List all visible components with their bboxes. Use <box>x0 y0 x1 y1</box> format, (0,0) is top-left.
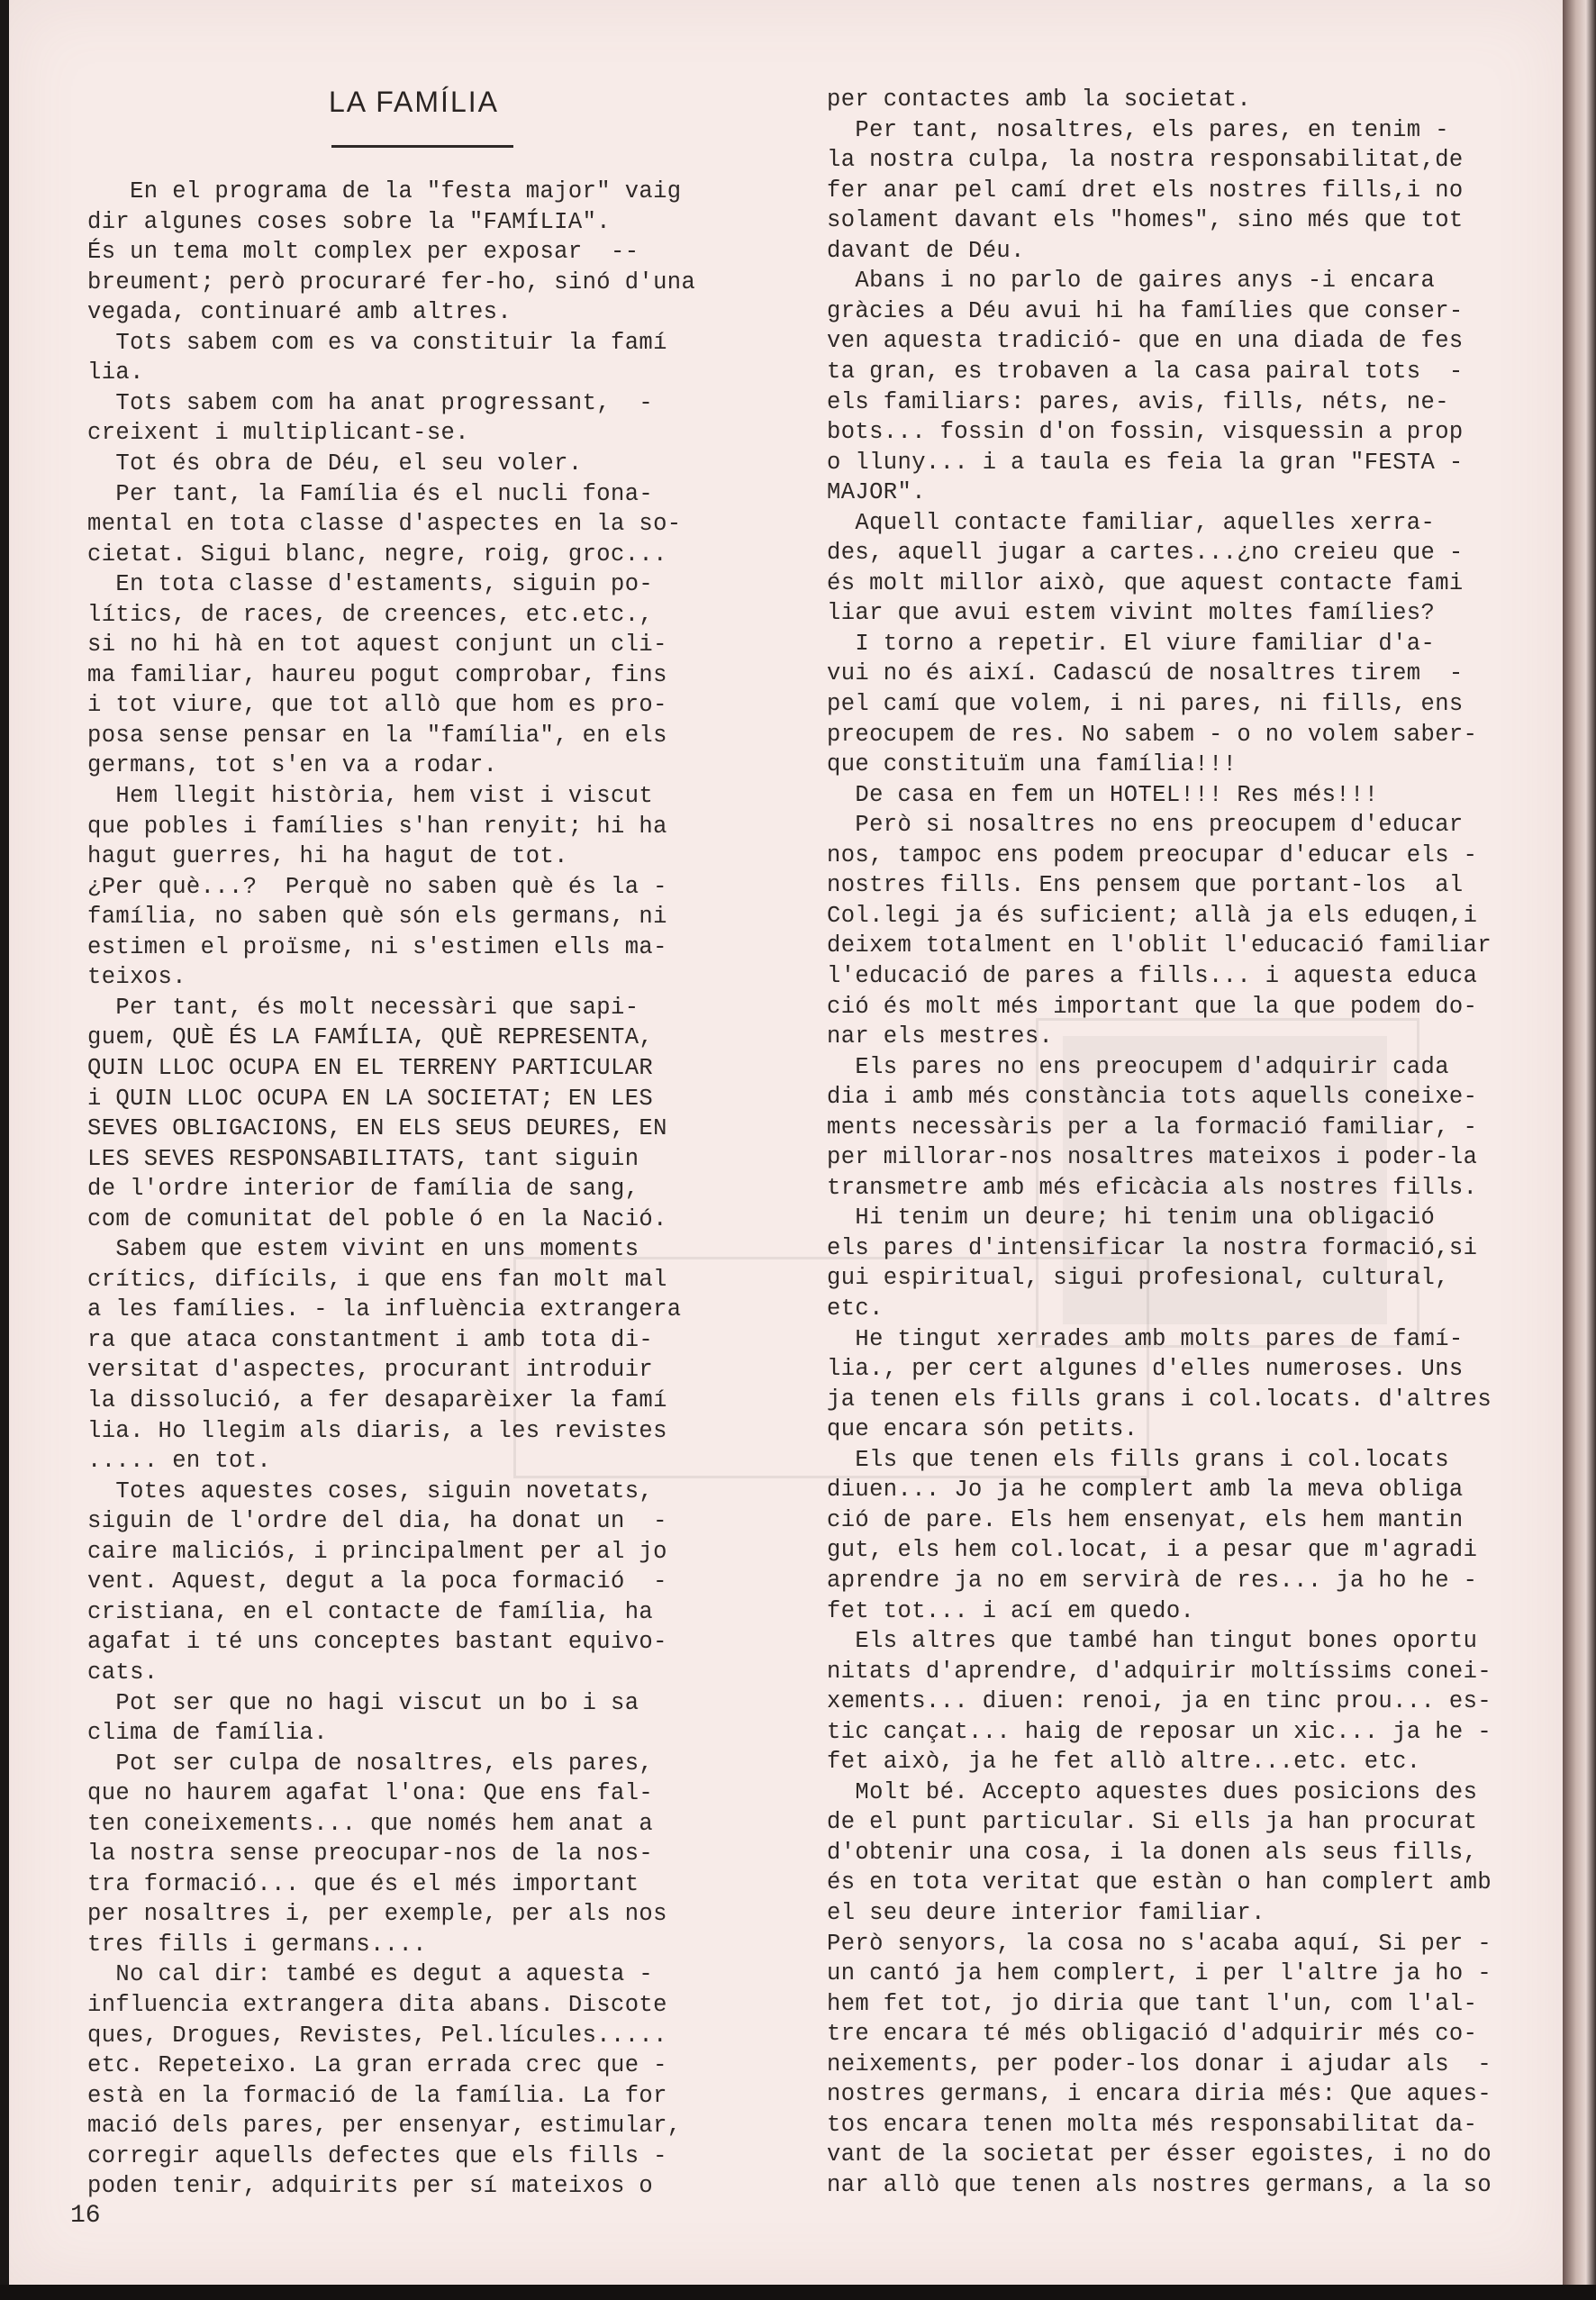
text-line: fet això, ja he fet allò altre...etc. etc. <box>827 1749 1421 1776</box>
text-line: ció és molt més important que la que podem do- <box>827 993 1478 1020</box>
text-line: germans, tot s'en va a rodar. <box>87 752 498 779</box>
text-line: ten coneixements... que només hem anat a <box>87 1810 654 1837</box>
text-line: nitats d'aprendre, d'adquirir moltíssims conei- <box>827 1658 1492 1685</box>
text-line: cats. <box>87 1659 159 1686</box>
text-line: influencia extrangera dita abans. Discote <box>87 1992 667 2018</box>
text-line: ta gran, es trobaven a la casa pairal tots - <box>827 358 1464 385</box>
text-line: gui espiritual, sigui profesional, cultural, <box>827 1265 1449 1292</box>
text-line: els pares d'intensificar la nostra formació,si <box>827 1234 1478 1261</box>
text-line: transmetre amb més eficàcia als nostres fills. <box>827 1174 1478 1201</box>
text-line: tos encara tenen molta més responsabilitat da- <box>827 2111 1478 2138</box>
text-line: guem, QUÈ ÉS LA FAMÍLIA, QUÈ REPRESENTA, <box>87 1024 654 1051</box>
text-line: hagut guerres, hi ha hagut de tot. <box>87 843 568 870</box>
text-line: ra que ataca constantment i amb tota di- <box>87 1326 654 1353</box>
text-line: SEVES OBLIGACIONS, EN ELS SEUS DEURES, EN <box>87 1115 667 1142</box>
text-line: agafat i té uns conceptes bastant equivo- <box>87 1629 667 1656</box>
text-line: poden tenir, adquirits per sí mateixos o <box>87 2173 654 2200</box>
text-line: Tots sabem com es va constituir la famí <box>87 329 667 356</box>
text-line: fet tot... i ací em quedo. <box>827 1597 1195 1624</box>
text-line: Per tant, és molt necessàri que sapi- <box>87 994 639 1021</box>
text-line: a les famílies. - la influència extrangera <box>87 1296 682 1323</box>
text-line: ció de pare. Els hem ensenyat, els hem mantin <box>827 1506 1464 1533</box>
text-line: que no haurem agafat l'ona: Que ens fal- <box>87 1780 654 1807</box>
text-line: per contactes amb la societat. <box>827 86 1252 113</box>
text-line: ¿Per què...? Perquè no saben què és la - <box>87 873 667 900</box>
text-line: Pot ser que no hagi viscut un bo i sa <box>87 1689 639 1716</box>
text-line: Per tant, la Família és el nucli fona- <box>87 480 654 507</box>
text-line: solament davant els "homes", sino més que tot <box>827 207 1464 234</box>
text-line: i QUIN LLOC OCUPA EN LA SOCIETAT; EN LES <box>87 1085 654 1112</box>
text-line: Per tant, nosaltres, els pares, en tenim - <box>827 116 1449 143</box>
text-line: creixent i multiplicant-se. <box>87 420 469 447</box>
text-line: Però senyors, la cosa no s'acaba aquí, Si per - <box>827 1930 1492 1957</box>
text-line: i tot viure, que tot allò que hom es pro- <box>87 692 667 719</box>
text-line: ja tenen els fills grans i col.locats. d'altres <box>827 1386 1492 1413</box>
text-line: En tota classe d'estaments, siguin po- <box>87 571 654 598</box>
text-line: ..... en tot. <box>87 1448 272 1475</box>
text-line: Pot ser culpa de nosaltres, els pares, <box>87 1750 654 1777</box>
text-line: davant de Déu. <box>827 237 1025 264</box>
title-underline <box>331 145 513 148</box>
text-line: QUIN LLOC OCUPA EN EL TERRENY PARTICULAR <box>87 1054 654 1081</box>
text-line: Totes aquestes coses, siguin novetats, <box>87 1477 654 1505</box>
text-line: família, no saben què són els germans, ni <box>87 904 667 931</box>
text-line: tra formació... que és el més important <box>87 1870 639 1897</box>
text-line: dia i amb més constància tots aquells coneixe- <box>827 1084 1478 1111</box>
page-number: 16 <box>70 2202 101 2230</box>
text-line: MAJOR". <box>827 479 926 506</box>
text-line: ma familiar, haureu pogut comprobar, fins <box>87 661 667 688</box>
text-line: un cantó ja hem complert, i per l'altre ja ho - <box>827 1960 1492 1987</box>
text-line: diuen... Jo ja he complert amb la meva obliga <box>827 1477 1464 1504</box>
text-line: està en la formació de la família. La for <box>87 2082 667 2109</box>
text-line: per nosaltres i, per exemple, per als nos <box>87 1901 667 1928</box>
text-line: Tots sabem com ha anat progressant, - <box>87 389 654 416</box>
text-line: Col.legi ja és suficient; allà ja els eduqen,i <box>827 902 1478 929</box>
text-line: siguin de l'ordre del dia, ha donat un - <box>87 1508 667 1535</box>
text-line: Aquell contacte familiar, aquelles xerra- <box>827 509 1436 536</box>
article-title: LA FAMÍLIA <box>329 86 499 118</box>
text-line: I torno a repetir. El viure familiar d'a- <box>827 630 1436 657</box>
text-line: vui no és així. Cadascú de nosaltres tirem - <box>827 660 1464 687</box>
text-line: Però si nosaltres no ens preocupem d'educar <box>827 812 1464 839</box>
text-line: Hem llegit història, hem vist i viscut <box>87 783 654 809</box>
text-line: aprendre ja no em servirà de res... ja ho he - <box>827 1567 1478 1594</box>
text-line: des, aquell jugar a cartes...¿no creieu que - <box>827 540 1464 567</box>
text-line: els familiars: pares, avis, fills, néts, ne- <box>827 388 1449 415</box>
text-line: xements... diuen: renoi, ja en tinc prou... es- <box>827 1688 1492 1715</box>
text-line: tic cançat... haig de reposar un xic... ja he - <box>827 1718 1492 1745</box>
text-line: etc. Repeteixo. La gran errada crec que - <box>87 2052 667 2079</box>
text-line: He tingut xerrades amb molts pares de famí- <box>827 1325 1464 1352</box>
text-line: tres fills i germans.... <box>87 1931 427 1958</box>
text-line: lia., per cert algunes d'elles numeroses. Uns <box>827 1356 1464 1383</box>
text-line: liar que avui estem vivint moltes famílies? <box>827 600 1436 627</box>
text-line: vegada, continuaré amb altres. <box>87 299 512 326</box>
binding-edge <box>1563 0 1596 2300</box>
text-line: tre encara té més obligació d'adquirir més co- <box>827 2021 1478 2048</box>
text-line: caire maliciós, i principalment per al jo <box>87 1538 667 1565</box>
text-line: de l'ordre interior de família de sang, <box>87 1176 639 1203</box>
text-line: bots... fossin d'on fossin, visquessin a prop <box>827 419 1464 446</box>
text-line: mental en tota classe d'aspectes en la so- <box>87 511 682 538</box>
text-line: lia. Ho llegim als diaris, a les revistes <box>87 1417 667 1444</box>
text-line: corregir aquells defectes que els fills - <box>87 2142 667 2169</box>
text-line: cietat. Sigui blanc, negre, roig, groc... <box>87 541 667 568</box>
text-line: dir algunes coses sobre la "FAMÍLIA". <box>87 208 611 235</box>
text-line: el seu deure interior familiar. <box>827 1900 1265 1926</box>
text-line: per millorar-nos nosaltres mateixos i poder-la <box>827 1144 1478 1171</box>
text-line: De casa en fem un HOTEL!!! Res més!!! <box>827 781 1379 808</box>
text-line: Abans i no parlo de gaires anys -i encara <box>827 268 1436 295</box>
text-line: No cal dir: també es degut a aquesta - <box>87 1961 654 1988</box>
text-line: clima de família. <box>87 1720 328 1747</box>
text-line: com de comunitat del poble ó en la Nació. <box>87 1205 667 1232</box>
text-line: fer anar pel camí dret els nostres fills,i no <box>827 177 1464 204</box>
text-line: Els que tenen els fills grans i col.locats <box>827 1446 1449 1473</box>
text-line: nostres germans, i encara diria més: Que aques- <box>827 2081 1492 2108</box>
text-line: preocupem de res. No sabem - o no volem saber- <box>827 721 1478 748</box>
text-line: de el punt particular. Si ells ja han procurat <box>827 1809 1478 1836</box>
text-line: En el programa de la "festa major" vaig <box>87 178 682 205</box>
text-line: nar allò que tenen als nostres germans, a la so <box>827 2171 1492 2198</box>
text-line: ques, Drogues, Revistes, Pel.lícules..... <box>87 2022 667 2049</box>
text-line: lia. <box>87 359 144 386</box>
text-line: Molt bé. Accepto aquestes dues posicions des <box>827 1778 1478 1805</box>
text-line: lítics, de races, de creences, etc.etc., <box>87 601 654 628</box>
text-line: si no hi hà en tot aquest conjunt un cli- <box>87 632 667 659</box>
text-line: Els pares no ens preocupem d'adquirir cada <box>827 1053 1449 1080</box>
text-line: que encara són petits. <box>827 1416 1138 1443</box>
text-line: vant de la societat per ésser egoistes, i no do <box>827 2141 1492 2168</box>
text-line: nar els mestres. <box>827 1023 1054 1050</box>
text-line: LES SEVES RESPONSABILITATS, tant siguin <box>87 1145 639 1172</box>
text-line: l'educació de pares a fills... i aquesta educa <box>827 962 1478 989</box>
text-line: Tot és obra de Déu, el seu voler. <box>87 450 583 477</box>
text-line: nos, tampoc ens podem preocupar d'educar els - <box>827 841 1478 868</box>
scan-bottom-edge <box>0 2285 1596 2300</box>
text-line: deixem totalment en l'oblit l'educació familiar <box>827 932 1492 959</box>
text-line: versitat d'aspectes, procurant introduir <box>87 1357 654 1384</box>
text-line: pel camí que volem, i ni pares, ni fills, ens <box>827 691 1464 717</box>
text-line: ven aquesta tradició- que en una diada de fes <box>827 328 1464 355</box>
text-line: hem fet tot, jo diria que tant l'un, com l'al- <box>827 1990 1478 2017</box>
text-line: Els altres que també han tingut bones oportu <box>827 1628 1478 1655</box>
text-line: posa sense pensar en la "família", en els <box>87 722 667 749</box>
text-line: la dissolució, a fer desaparèixer la famí <box>87 1387 667 1414</box>
text-line: gràcies a Déu avui hi ha famílies que conser- <box>827 297 1464 324</box>
text-line: crítics, difícils, i que ens fan molt mal <box>87 1266 667 1293</box>
text-line: gut, els hem col.locat, i a pesar que m'agradi <box>827 1537 1478 1564</box>
text-line: és molt millor això, que aquest contacte fami <box>827 569 1464 596</box>
text-line: Hi tenim un deure; hi tenim una obligació <box>827 1205 1436 1232</box>
text-line: és en tota veritat que estàn o han complert amb <box>827 1869 1492 1896</box>
text-line: És un tema molt complex per exposar -- <box>87 239 639 266</box>
text-line: la nostra sense preocupar-nos de la nos- <box>87 1841 654 1868</box>
text-line: nostres fills. Ens pensem que portant-los al <box>827 872 1464 899</box>
text-line: Sabem que estem vivint en uns moments <box>87 1236 639 1263</box>
text-line: neixements, per poder-los donar i ajudar als - <box>827 2050 1492 2077</box>
text-line: etc. <box>827 1295 884 1322</box>
text-line: ments necessàris per a la formació familiar, - <box>827 1114 1478 1141</box>
text-line: o lluny... i a taula es feia la gran "FESTA - <box>827 449 1464 476</box>
text-line: d'obtenir una cosa, i la donen als seus fills, <box>827 1839 1478 1866</box>
text-line: breument; però procuraré fer-ho, sinó d'una <box>87 268 696 295</box>
text-line: vent. Aquest, degut a la poca formació - <box>87 1568 667 1595</box>
text-line: teixos. <box>87 964 186 991</box>
text-line: que pobles i famílies s'han renyit; hi ha <box>87 813 667 840</box>
magazine-page <box>9 0 1563 2285</box>
text-line: mació dels pares, per ensenyar, estimular, <box>87 2113 682 2140</box>
text-line: estimen el proïsme, ni s'estimen ells ma- <box>87 933 667 960</box>
text-line: que constituïm una família!!! <box>827 751 1238 778</box>
text-line: la nostra culpa, la nostra responsabilitat,de <box>827 147 1464 174</box>
text-line: cristiana, en el contacte de família, ha <box>87 1598 654 1625</box>
